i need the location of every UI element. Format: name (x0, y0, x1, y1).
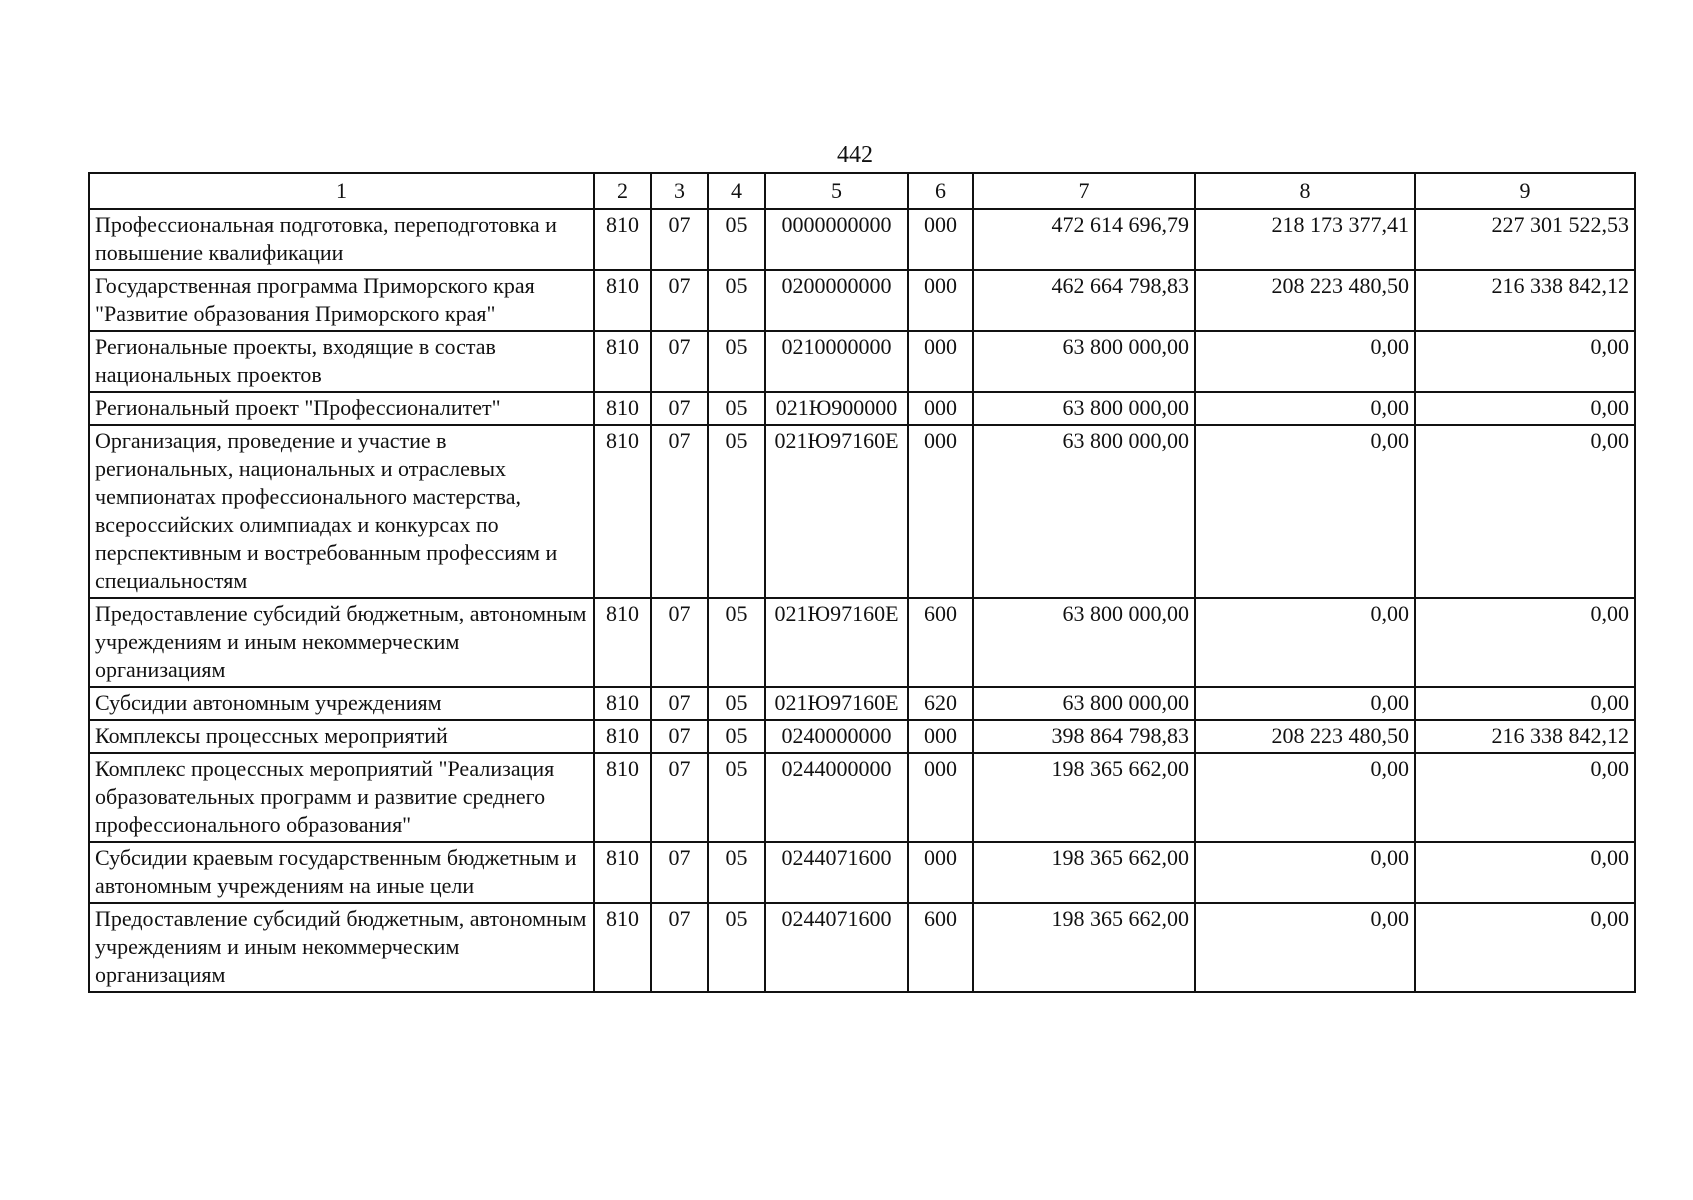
amount-col-9: 0,00 (1415, 842, 1635, 903)
column-header: 7 (973, 173, 1195, 209)
subsection-code: 05 (708, 720, 765, 753)
amount-col-7: 198 365 662,00 (973, 903, 1195, 992)
table-row (89, 720, 1635, 753)
table-row (89, 270, 1635, 331)
amount-col-9: 0,00 (1415, 687, 1635, 720)
section-code: 07 (651, 425, 708, 598)
subsection-code: 05 (708, 392, 765, 425)
section-code: 07 (651, 598, 708, 687)
section-code: 07 (651, 392, 708, 425)
amount-col-8: 208 223 480,50 (1195, 720, 1415, 753)
subsection-code: 05 (708, 209, 765, 270)
amount-col-8: 0,00 (1195, 842, 1415, 903)
subsection-code: 05 (708, 270, 765, 331)
table-row (89, 331, 1635, 392)
table-row (89, 598, 1635, 687)
ministry-code: 810 (594, 687, 651, 720)
table-row (89, 209, 1635, 270)
column-header: 6 (908, 173, 973, 209)
target-article-code: 021Ю900000 (765, 392, 908, 425)
expense-type-code: 000 (908, 753, 973, 842)
column-header: 5 (765, 173, 908, 209)
page-number: 442 (837, 142, 873, 168)
section-code: 07 (651, 753, 708, 842)
amount-col-7: 398 864 798,83 (973, 720, 1195, 753)
amount-col-9: 0,00 (1415, 331, 1635, 392)
amount-col-7: 198 365 662,00 (973, 753, 1195, 842)
item-name: Профессиональная подготовка, переподготовка и повышение квалификации (89, 209, 594, 270)
ministry-code: 810 (594, 331, 651, 392)
amount-col-9: 227 301 522,53 (1415, 209, 1635, 270)
table-row (89, 392, 1635, 425)
amount-col-9: 0,00 (1415, 753, 1635, 842)
target-article-code: 0000000000 (765, 209, 908, 270)
item-name: Предоставление субсидий бюджетным, автономным учреждениям и иным некоммерческим организациям (89, 598, 594, 687)
column-header: 8 (1195, 173, 1415, 209)
expense-type-code: 000 (908, 270, 973, 331)
subsection-code: 05 (708, 687, 765, 720)
table-row (89, 425, 1635, 598)
amount-col-9: 0,00 (1415, 425, 1635, 598)
target-article-code: 0244071600 (765, 903, 908, 992)
expense-type-code: 000 (908, 425, 973, 598)
ministry-code: 810 (594, 598, 651, 687)
ministry-code: 810 (594, 753, 651, 842)
amount-col-8: 0,00 (1195, 753, 1415, 842)
amount-col-8: 0,00 (1195, 425, 1415, 598)
amount-col-9: 0,00 (1415, 903, 1635, 992)
ministry-code: 810 (594, 209, 651, 270)
target-article-code: 0210000000 (765, 331, 908, 392)
amount-col-7: 462 664 798,83 (973, 270, 1195, 331)
section-code: 07 (651, 270, 708, 331)
target-article-code: 021Ю97160Е (765, 598, 908, 687)
subsection-code: 05 (708, 425, 765, 598)
column-header: 3 (651, 173, 708, 209)
column-header: 4 (708, 173, 765, 209)
item-name: Региональный проект "Профессионалитет" (89, 392, 594, 425)
amount-col-8: 0,00 (1195, 903, 1415, 992)
target-article-code: 0240000000 (765, 720, 908, 753)
amount-col-8: 0,00 (1195, 392, 1415, 425)
expense-type-code: 000 (908, 331, 973, 392)
expense-type-code: 000 (908, 720, 973, 753)
section-code: 07 (651, 720, 708, 753)
section-code: 07 (651, 842, 708, 903)
target-article-code: 021Ю97160Е (765, 425, 908, 598)
column-header: 9 (1415, 173, 1635, 209)
amount-col-7: 63 800 000,00 (973, 687, 1195, 720)
expense-type-code: 620 (908, 687, 973, 720)
amount-col-7: 63 800 000,00 (973, 425, 1195, 598)
ministry-code: 810 (594, 425, 651, 598)
expense-type-code: 000 (908, 842, 973, 903)
amount-col-8: 208 223 480,50 (1195, 270, 1415, 331)
item-name: Организация, проведение и участие в региональных, национальных и отраслевых чемпионатах профессионального мастерства, всероссийских олимпиадах и конкурсах по перспективным и востребованным профессиям и специальностям (89, 425, 594, 598)
item-name: Субсидии автономным учреждениям (89, 687, 594, 720)
table-row (89, 842, 1635, 903)
table-header-row (89, 173, 1635, 209)
ministry-code: 810 (594, 903, 651, 992)
section-code: 07 (651, 687, 708, 720)
ministry-code: 810 (594, 842, 651, 903)
column-header: 1 (89, 173, 594, 209)
amount-col-8: 0,00 (1195, 331, 1415, 392)
amount-col-9: 0,00 (1415, 392, 1635, 425)
amount-col-9: 216 338 842,12 (1415, 270, 1635, 331)
expense-type-code: 000 (908, 209, 973, 270)
section-code: 07 (651, 331, 708, 392)
target-article-code: 0244000000 (765, 753, 908, 842)
amount-col-7: 63 800 000,00 (973, 331, 1195, 392)
item-name: Комплексы процессных мероприятий (89, 720, 594, 753)
amount-col-7: 198 365 662,00 (973, 842, 1195, 903)
target-article-code: 0200000000 (765, 270, 908, 331)
amount-col-8: 0,00 (1195, 598, 1415, 687)
subsection-code: 05 (708, 331, 765, 392)
subsection-code: 05 (708, 598, 765, 687)
table-row (89, 903, 1635, 992)
expense-type-code: 000 (908, 392, 973, 425)
ministry-code: 810 (594, 720, 651, 753)
amount-col-7: 63 800 000,00 (973, 392, 1195, 425)
budget-table (88, 172, 1636, 993)
ministry-code: 810 (594, 392, 651, 425)
item-name: Государственная программа Приморского края "Развитие образования Приморского края" (89, 270, 594, 331)
column-header: 2 (594, 173, 651, 209)
subsection-code: 05 (708, 753, 765, 842)
item-name: Комплекс процессных мероприятий "Реализация образовательных программ и развитие среднего профессионального образования" (89, 753, 594, 842)
amount-col-7: 472 614 696,79 (973, 209, 1195, 270)
expense-type-code: 600 (908, 598, 973, 687)
amount-col-7: 63 800 000,00 (973, 598, 1195, 687)
amount-col-8: 218 173 377,41 (1195, 209, 1415, 270)
item-name: Субсидии краевым государственным бюджетным и автономным учреждениям на иные цели (89, 842, 594, 903)
expense-type-code: 600 (908, 903, 973, 992)
ministry-code: 810 (594, 270, 651, 331)
section-code: 07 (651, 209, 708, 270)
table-row (89, 687, 1635, 720)
subsection-code: 05 (708, 842, 765, 903)
amount-col-8: 0,00 (1195, 687, 1415, 720)
subsection-code: 05 (708, 903, 765, 992)
section-code: 07 (651, 903, 708, 992)
item-name: Предоставление субсидий бюджетным, автономным учреждениям и иным некоммерческим организациям (89, 903, 594, 992)
target-article-code: 0244071600 (765, 842, 908, 903)
table-row (89, 753, 1635, 842)
item-name: Региональные проекты, входящие в состав национальных проектов (89, 331, 594, 392)
amount-col-9: 0,00 (1415, 598, 1635, 687)
target-article-code: 021Ю97160Е (765, 687, 908, 720)
amount-col-9: 216 338 842,12 (1415, 720, 1635, 753)
